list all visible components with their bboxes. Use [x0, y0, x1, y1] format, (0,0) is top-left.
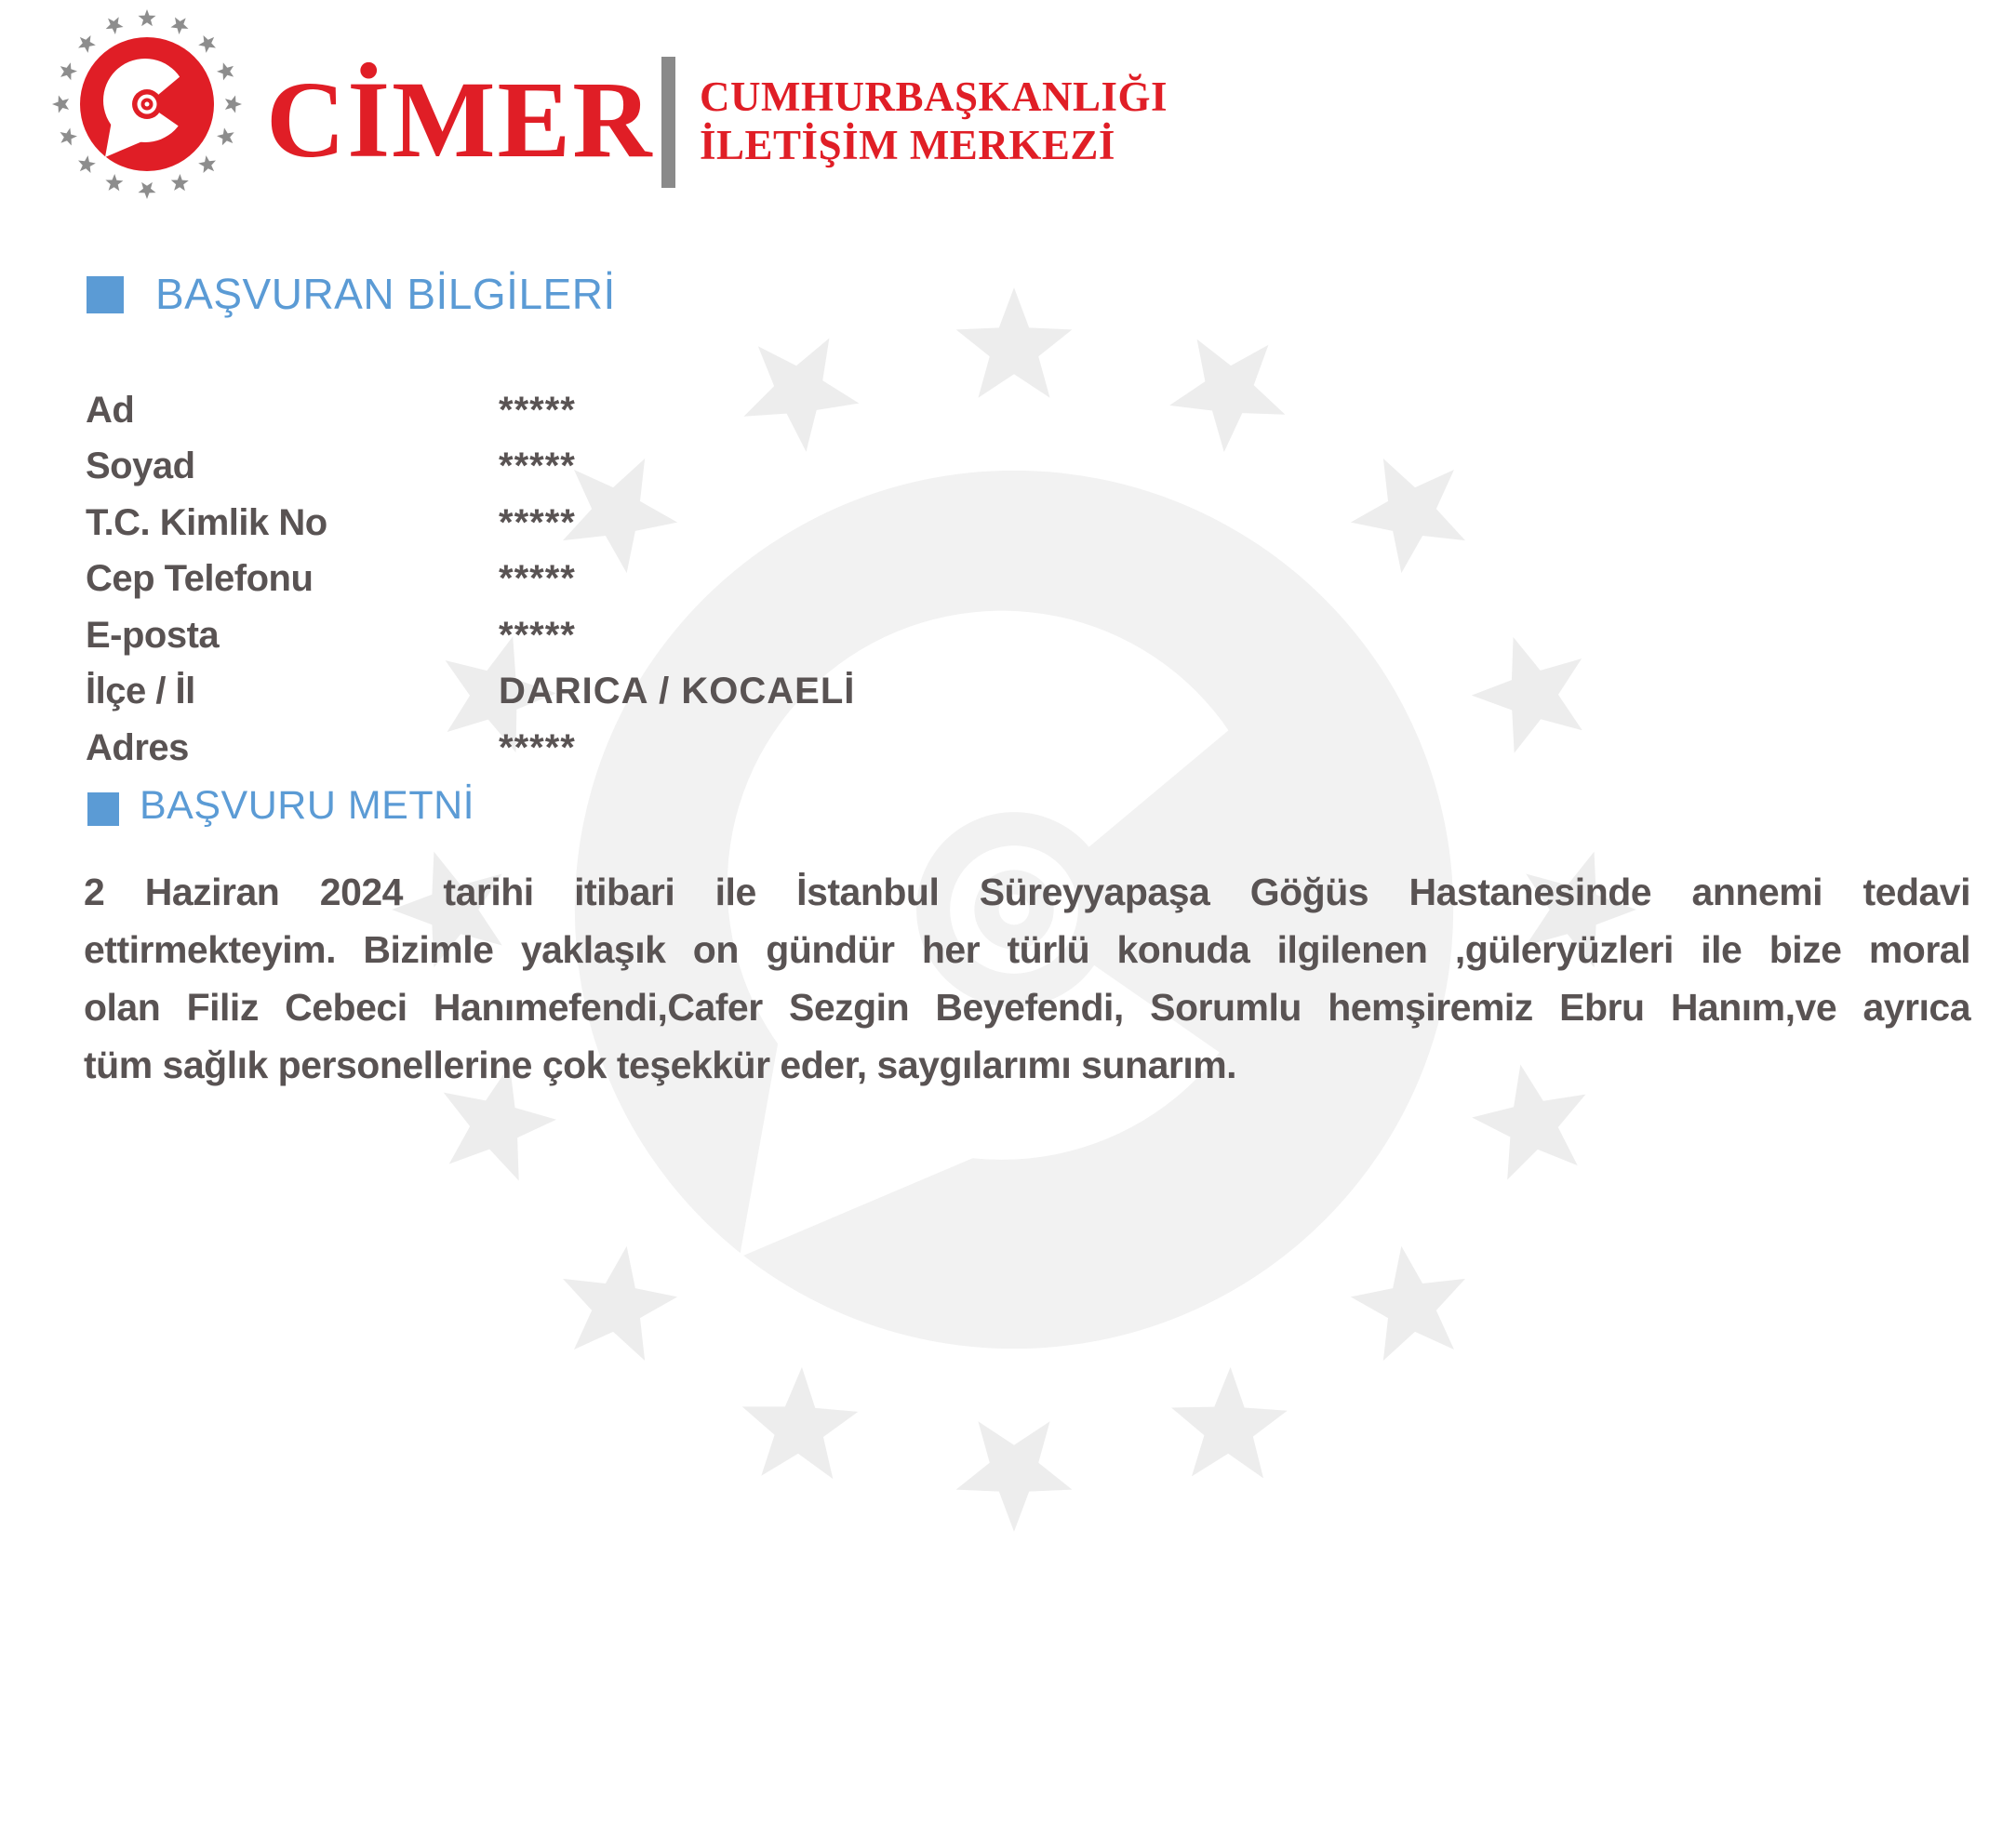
body-line: ettirmekteyim. Bizimle yaklaşık on gündür her türlü konuda ilgilenen ,güleryüzleri ile bize moral: [84, 928, 1970, 971]
field-label: E-posta: [86, 615, 220, 656]
field-label: Soyad: [86, 446, 195, 486]
field-value: *****: [499, 390, 576, 431]
org-name-line2: İLETİŞİM MERKEZİ: [700, 122, 1115, 168]
body-line: tüm sağlık personellerine çok teşekkür eder, saygılarımı sunarım.: [84, 1044, 1237, 1086]
applicant-section-title: BAŞVURAN BİLGİLERİ: [155, 270, 616, 318]
section-bullet-square: [87, 792, 119, 826]
field-row-ilce-il: [0, 671, 2016, 726]
field-value: DARICA / KOCAELİ: [499, 671, 856, 712]
section-bullet-square: [87, 276, 124, 313]
body-line: olan Filiz Cebeci Hanımefendi,Cafer Sezgin Beyefendi, Sorumlu hemşiremiz Ebru Hanım,ve ayrıca: [84, 986, 1970, 1029]
field-value: *****: [499, 615, 576, 656]
field-value: *****: [499, 727, 576, 768]
field-row-tc-kimlik: [0, 502, 2016, 558]
field-label: Ad: [86, 390, 135, 431]
field-label: Cep Telefonu: [86, 558, 314, 599]
application-text: [84, 863, 1970, 1094]
cimer-logo: [50, 7, 244, 201]
field-label: Adres: [86, 727, 189, 768]
header-divider: [661, 57, 675, 188]
field-value: *****: [499, 502, 576, 543]
field-row-ad: [0, 390, 2016, 446]
field-value: *****: [499, 446, 576, 486]
brand-wordmark: CİMER: [266, 59, 654, 180]
body-line: 2 Haziran 2024 tarihi itibari ile İstanbul Süreyyapaşa Göğüs Hastanesinde annemi tedavi: [84, 871, 1970, 913]
org-name-line1: CUMHURBAŞKANLIĞI: [700, 73, 1168, 120]
field-row-cep-telefonu: [0, 558, 2016, 614]
org-name: [700, 73, 1168, 169]
field-row-adres: [0, 727, 2016, 783]
field-label: T.C. Kimlik No: [86, 502, 327, 543]
field-label: İlçe / İl: [86, 671, 195, 712]
field-row-soyad: [0, 446, 2016, 501]
application-section-title: BAŞVURU METNİ: [140, 783, 475, 828]
field-row-eposta: [0, 615, 2016, 671]
field-value: *****: [499, 558, 576, 599]
